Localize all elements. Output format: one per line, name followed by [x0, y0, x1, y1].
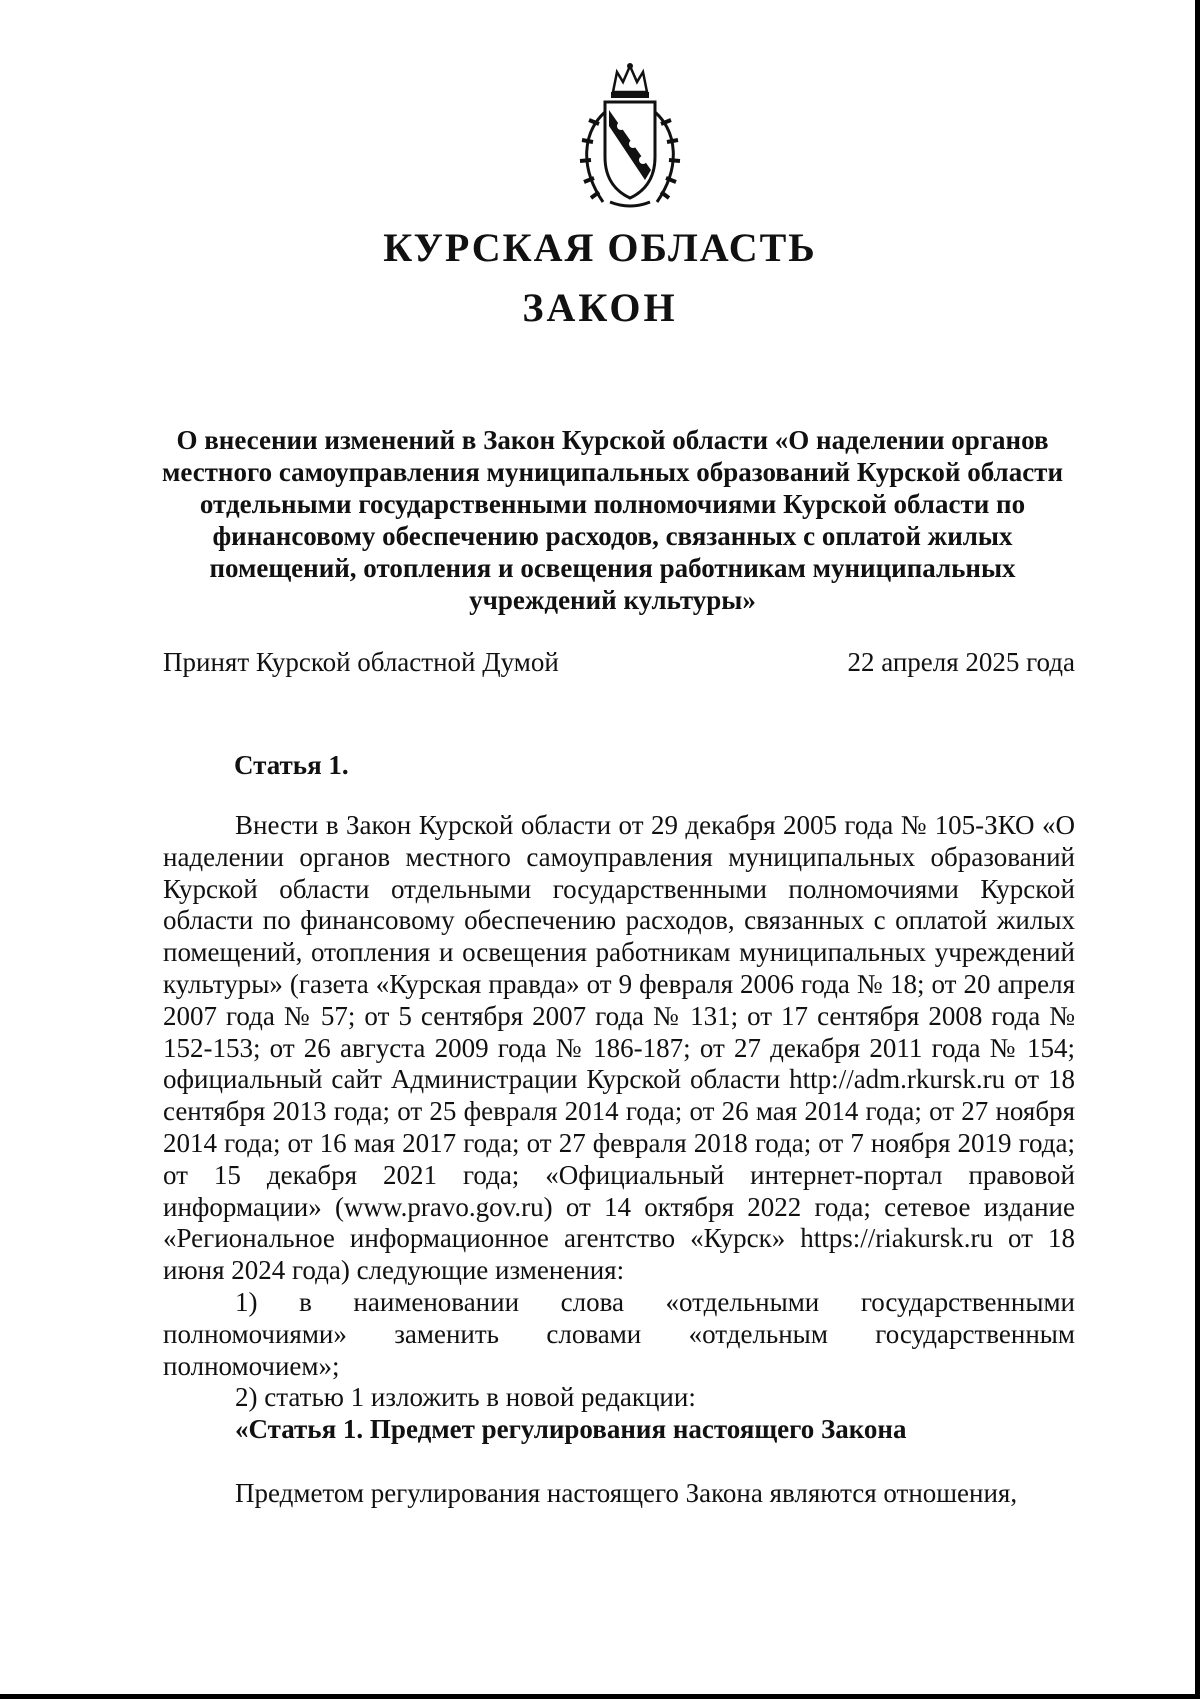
- new-article-text: Предметом регулирования настоящего Закона являются отношения,: [235, 1477, 1018, 1508]
- adopted-by: Принят Курской областной Думой: [163, 647, 559, 677]
- document-type: ЗАКОН: [522, 285, 678, 330]
- article-paragraph: Внести в Закон Курской области от 29 декабря 2005 года № 105-ЗКО «О наделении органов местного самоуправления муниципальных образований Курской области отдельными государственными полномочиями Курской области по финансовому обеспечению расходов, связанных с оплатой жилых помещений, отопления и освещения работникам муниципальных учреждений культуры» (газета «Курская правда» от 9 февраля 2006 года № 18; от 20 апреля 2007 года № 57; от 5 сентября 2007 года № 131; от 17 сентября 2008 года № 152-153; от 26 августа 2009 года № 186-187; от 27 декабря 2011 года № 154; официальный сайт Администрации Курской области http://adm.rkursk.ru от 18 сентября 2013 года; от 25 февраля 2014 года; от 26 мая 2014 года; от 27 ноября 2014 года; от 16 мая 2017 года; от 27 февраля 2018 года; от 7 ноября 2019 года; от 15 декабря 2021 года; «Официальный интернет-портал правовой информации» (www.pravo.gov.ru) от 14 октября 2022 года; сетевое издание «Региональное информационное агентство «Курск» https://riakursk.ru от 18 июня 2024 года) следующие изменения:: [163, 810, 1075, 1286]
- new-article-heading: «Статья 1. Предмет регулирования настоящего Закона: [235, 1414, 907, 1445]
- scan-edge-bottom: [0, 1694, 1200, 1699]
- article-paragraph: 2) статью 1 изложить в новой редакции:: [235, 1382, 696, 1413]
- article-body: [163, 810, 1075, 1510]
- coat-of-arms-emblem: [565, 62, 695, 212]
- article-heading: Статья 1.: [234, 750, 349, 780]
- law-title: О внесении изменений в Закон Курской области «О наделении органов местного самоуправления муниципальных образований Курской области отдельными государственными полномочиями Курской области по финансовому обеспечению расходов, связанных с оплатой жилых помещений, отопления и освещения работникам муниципальных учреждений культуры»: [161, 425, 1064, 615]
- adoption-line: [163, 645, 1075, 679]
- article-paragraph: 1) в наименовании слова «отдельными государственными полномочиями» заменить словами «отдельным государственным полномочием»;: [163, 1286, 1075, 1381]
- region-name: КУРСКАЯ ОБЛАСТЬ: [383, 225, 817, 270]
- adoption-date: 22 апреля 2025 года: [847, 647, 1075, 677]
